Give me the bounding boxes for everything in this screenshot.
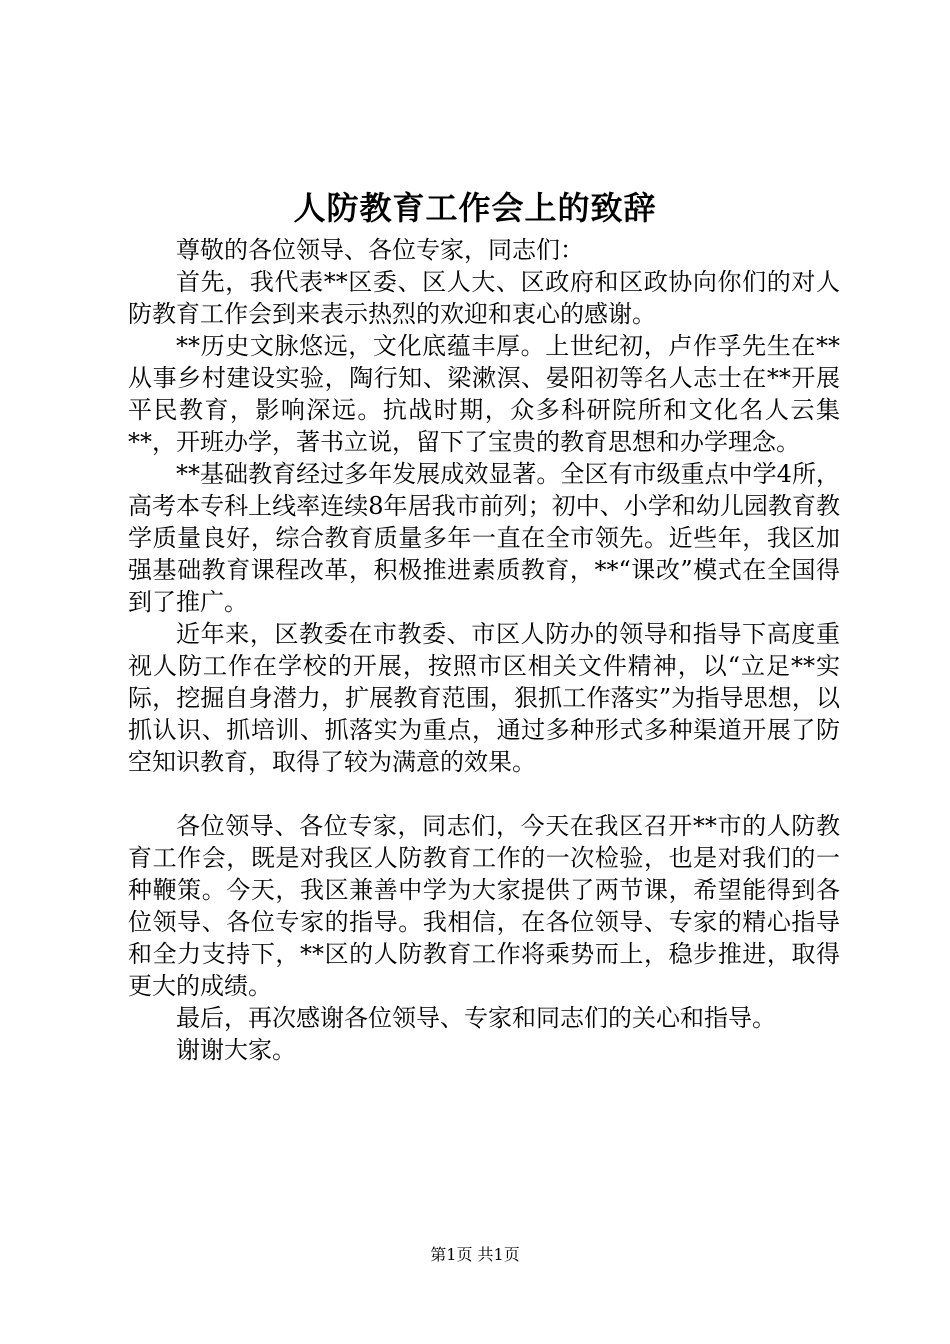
salutation-paragraph: 尊敬的各位领导、各位专家，同志们： [176,236,584,264]
closing-paragraph: 谢谢大家。 [176,1036,296,1064]
document-title: 人防教育工作会上的致辞 [293,189,657,227]
thanks-paragraph: 最后，再次感谢各位领导、专家和同志们的关心和指导。 [176,1004,776,1032]
welcome-paragraph: 首先，我代表**区委、区人大、区政府和区政协向你们的对人防教育工作会到来表示热烈的欢迎和衷心的感谢。 [128,268,840,328]
history-paragraph: **历史文脉悠远，文化底蕴丰厚。上世纪初，卢作孚先生在**从事乡村建设实验，陶行知、梁漱溟、晏阳初等名人志士在**开展平民教育，影响深远。抗战时期，众多科研院所和文化名人云集**，开班办学，著书立说，留下了宝贵的教育思想和办学理念。 [128,332,840,456]
meeting-paragraph: 各位领导、各位专家，同志们，今天在我区召开**市的人防教育工作会，既是对我区人防教育工作的一次检验，也是对我们的一种鞭策。今天，我区兼善中学为大家提供了两节课，希望能得到各位领导、各位专家的指导。我相信，在各位领导、专家的精心指导和全力支持下，**区的人防教育工作将乘势而上，稳步推进，取得更大的成绩。 [128,812,840,1000]
document-body [128,234,840,1066]
page-number-footer: 第1页 共1页 [430,1245,520,1264]
education-paragraph: **基础教育经过多年发展成效显著。全区有市级重点中学4所，高考本专科上线率连续8年居我市前列；初中、小学和幼儿园教育教学质量良好，综合教育质量多年一直在全市领先。近些年，我区加强基础教育课程改革，积极推进素质教育，**“课改”模式在全国得到了推广。 [128,460,840,616]
civil-defense-paragraph: 近年来，区教委在市教委、市区人防办的领导和指导下高度重视人防工作在学校的开展，按照市区相关文件精神，以“立足**实际，挖掘自身潜力，扩展教育范围，狠抓工作落实”为指导思想，以抓认识、抓培训、抓落实为重点，通过多种形式多种渠道开展了防空知识教育，取得了较为满意的效果。 [128,620,840,776]
